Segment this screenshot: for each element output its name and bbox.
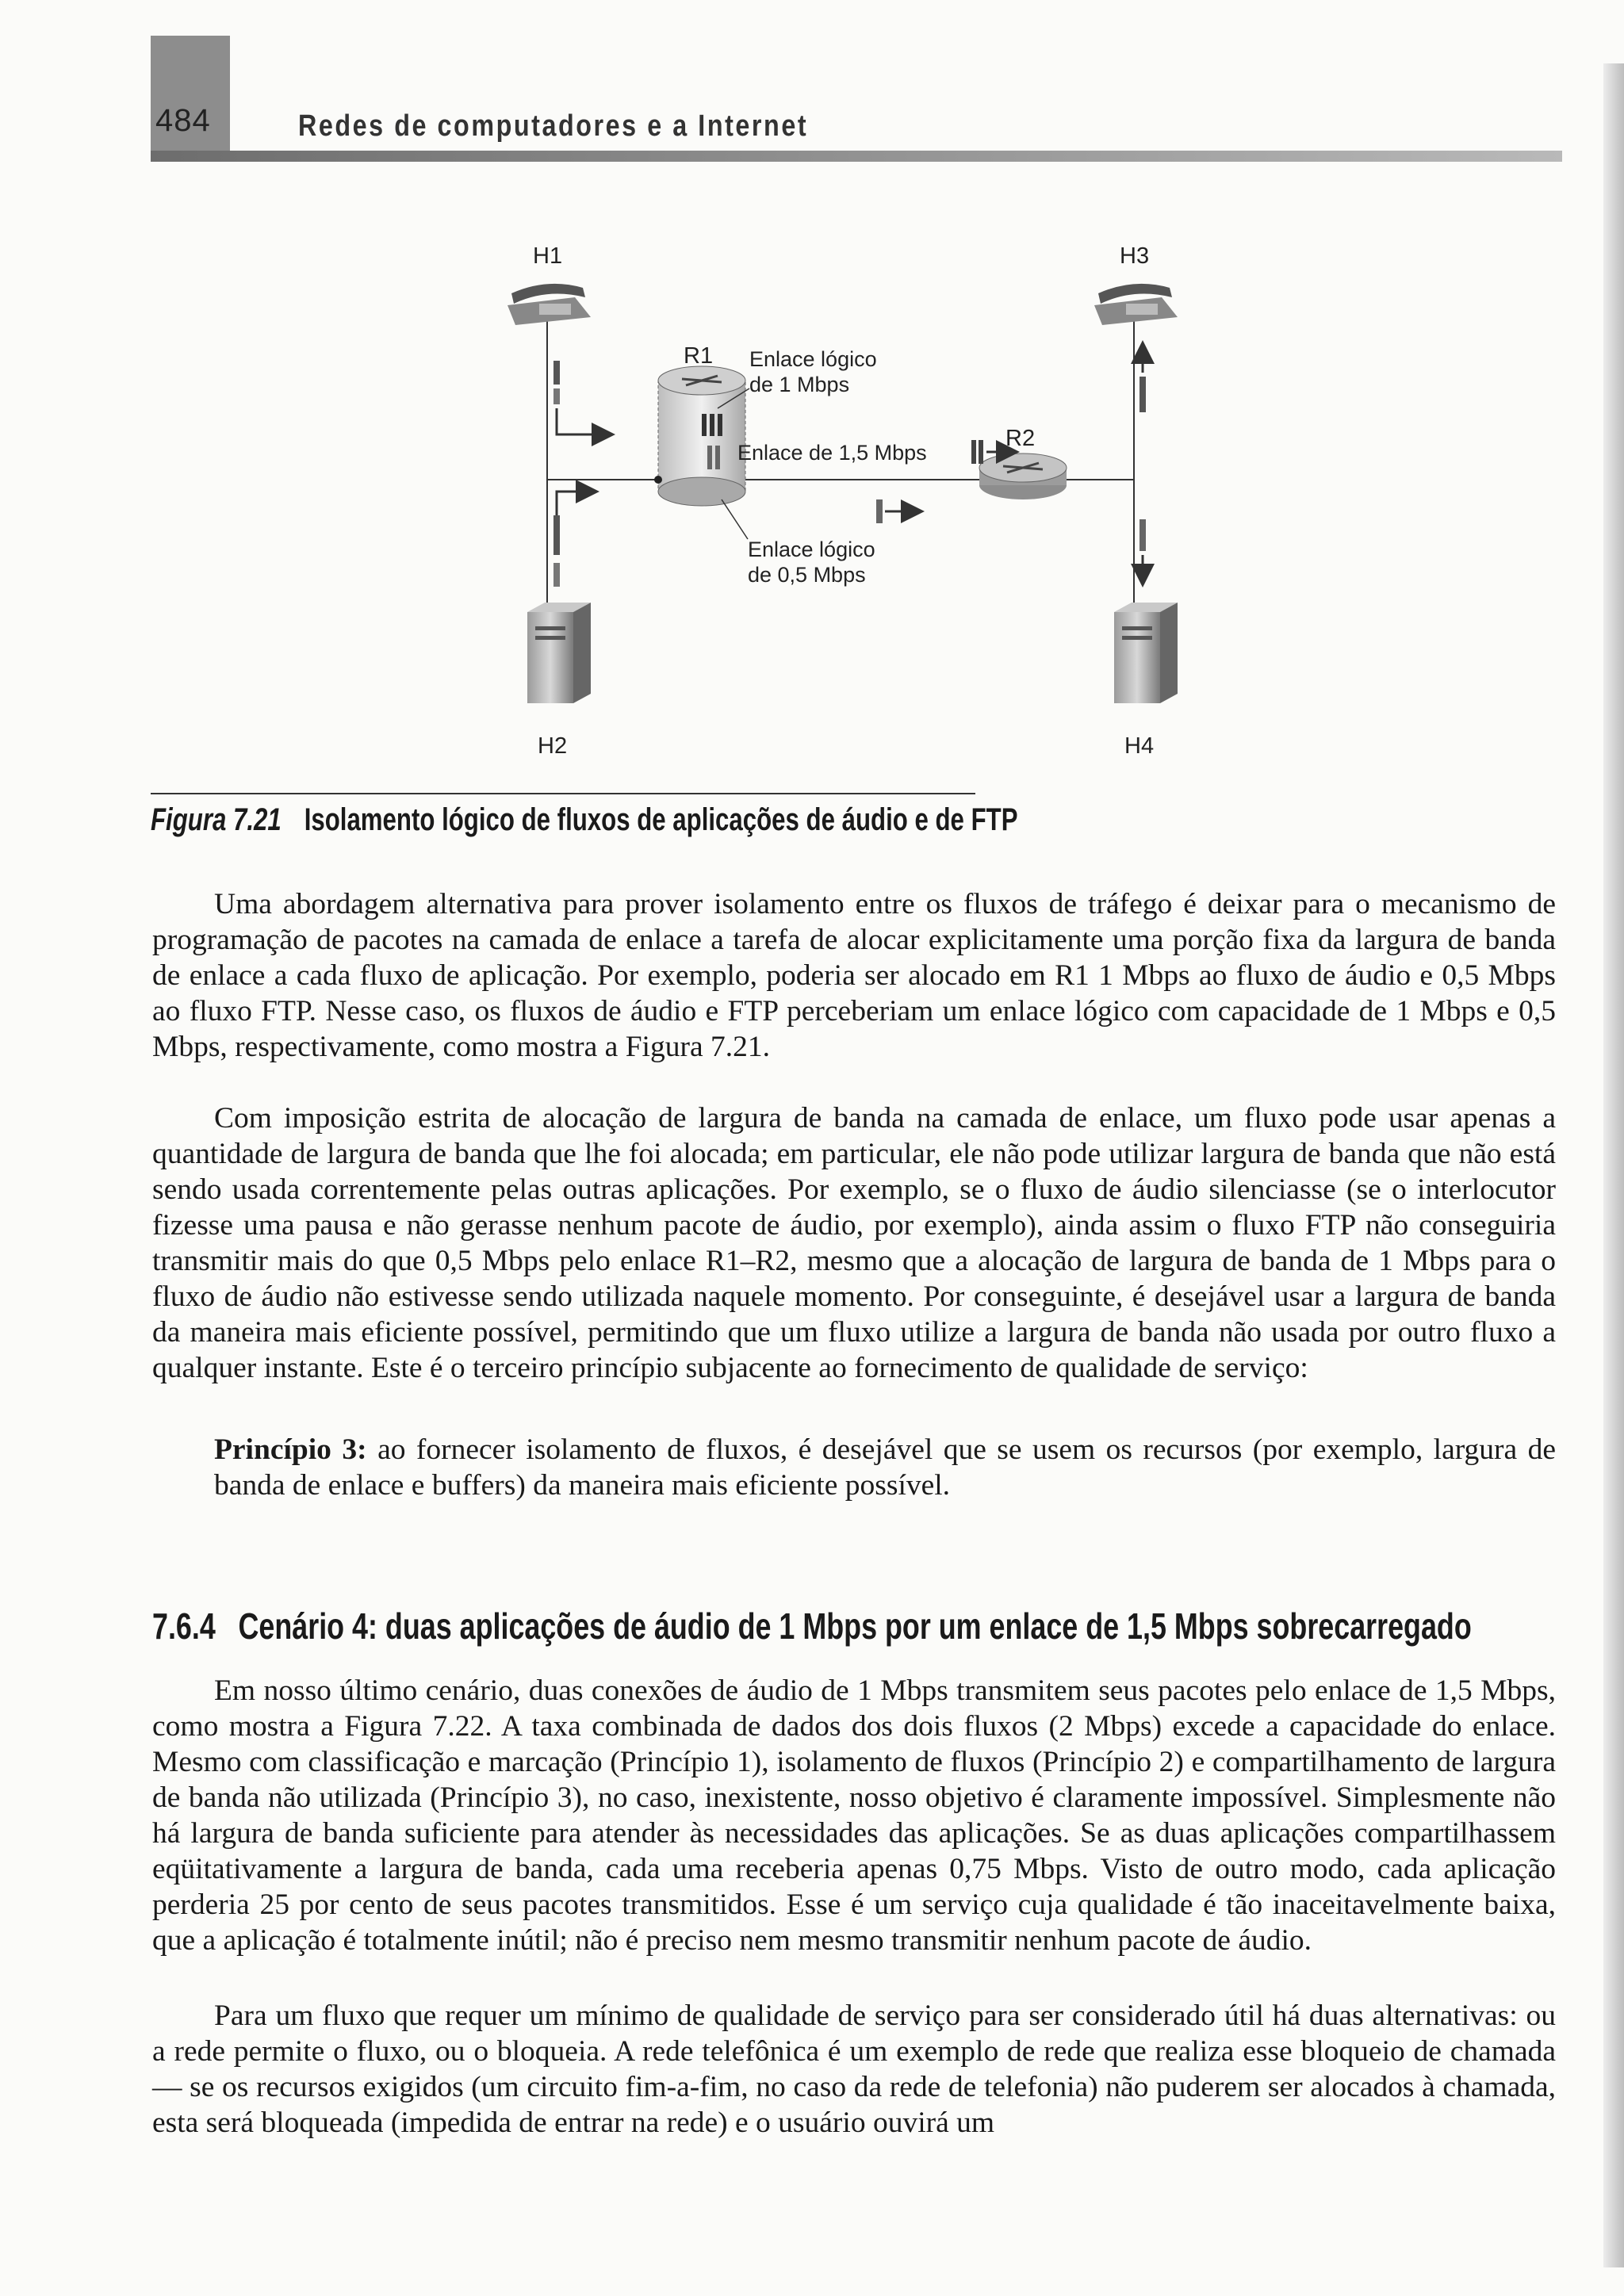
principle-3 — [214, 1432, 1556, 1503]
packet-flow-h4 — [1139, 519, 1146, 551]
paragraph-1: Uma abordagem alternativa para prover isolamento entre os fluxos de tráfego é deixar para o mecanismo de programação de pacotes na camada de enlace a tarefa de alocar explicitamente uma porção fixa da largura de banda de enlace a cada fluxo de aplicação. Por exemplo, poderia ser alocado em R1 1 Mbps ao fluxo de áudio e 0,5 Mbps ao fluxo FTP. Nesse caso, os fluxos de áudio e FTP perceberiam um enlace lógico com capacidade de 1 Mbps e 0,5 Mbps, respectivamente, como mostra a Figura 7.21. — [152, 888, 1556, 1063]
pc-h2-icon — [527, 603, 591, 703]
r2-label: R2 — [1005, 426, 1036, 451]
pc-h4-icon — [1114, 603, 1178, 703]
figure-number: Figura 7.21 — [151, 802, 282, 837]
link-05-label-line1: Enlace lógico — [748, 538, 875, 561]
section-number: 7.6.4 — [152, 1605, 216, 1647]
h4-label: H4 — [1124, 733, 1155, 759]
page-number-tab — [151, 36, 230, 162]
link-05-pointer — [722, 499, 748, 539]
paragraph-2: Com imposição estrita de alocação de largura de banda na camada de enlace, um fluxo pode usar apenas a quantidade de largura de banda que lhe foi alocada; em particular, ele não pode utilizar largura de banda que não está sendo usada correntemente pelas outras aplicações. Por exemplo, se o fluxo de áudio silenciasse (se o interlocutor fizesse uma pausa e não gerasse nenhum pacote de áudio, por exemplo), ainda assim o fluxo FTP não conseguiria transmitir mais do que 0,5 Mbps pelo enlace R1–R2, mesmo que a alocação de largura de banda de 1 Mbps para o fluxo de áudio não estivesse sendo utilizada naquele momento. Por conseguinte, é desejável usar a largura de banda da maneira mais eficiente possível, permitindo que um fluxo utilize a largura de banda não usada por outro fluxo a qualquer instante. Este é o terceiro princípio subjacente ao fornecimento de qualidade de serviço: — [152, 1102, 1556, 1384]
h1-label: H1 — [533, 243, 563, 269]
flow-arrow-h2 — [557, 492, 595, 515]
r1-label: R1 — [684, 343, 714, 369]
h2-label: H2 — [538, 733, 568, 759]
r1-port-dot — [654, 476, 662, 484]
packet-flow-h1 — [553, 361, 560, 404]
network-figure — [476, 230, 1253, 777]
running-title: Redes de computadores e a Internet — [298, 109, 809, 143]
section-title: Cenário 4: duas aplicações de áudio de 1 Mbps por um enlace de 1,5 Mbps sobrecarregado — [238, 1605, 1472, 1647]
phone-h1-icon — [508, 284, 591, 325]
principle-label: Princípio 3: — [214, 1433, 367, 1466]
flow-arrow-h1 — [557, 408, 611, 434]
section-heading — [152, 1605, 1472, 1647]
figure-caption — [151, 802, 1017, 838]
figure-caption-rule — [151, 793, 975, 794]
paragraph-4: Para um fluxo que requer um mínimo de qualidade de serviço para ser considerado útil há duas alternativas: ou a rede permite o fluxo, ou o bloqueia. A rede telefônica é um exemplo de rede que realiza esse bloqueio de chamada — se os recursos exigidos (um circuito fim-a-fim, no caso da rede de telefonia) não puderem ser alocados à chamada, esta será bloqueada (impedida de entrar na rede) e o usuário ouvirá um — [152, 1999, 1556, 2139]
link-15mbps-label: Enlace de 1,5 Mbps — [737, 441, 927, 465]
page-number: 484 — [155, 103, 211, 138]
page-edge-shadow — [1603, 63, 1624, 2267]
packet-flow-h3 — [1139, 377, 1146, 412]
figure-title: Isolamento lógico de fluxos de aplicações de áudio e de FTP — [304, 802, 1018, 837]
phone-h3-icon — [1094, 284, 1178, 325]
router-r2-icon — [979, 453, 1067, 499]
router-r1-icon — [658, 366, 745, 506]
link-1mbps-label-line1: Enlace lógico — [749, 347, 877, 371]
header-rule — [151, 151, 1562, 162]
link-1mbps-label-line2: de 1 Mbps — [749, 373, 850, 396]
link-05-label-line2: de 0,5 Mbps — [748, 563, 866, 587]
h3-label: H3 — [1120, 243, 1150, 269]
packet-flow-ftp — [876, 499, 883, 523]
principle-text: ao fornecer isolamento de fluxos, é desejável que se usem os recursos (por exemplo, largura de banda de enlace e buffers) da maneira mais eficiente possível. — [214, 1433, 1557, 1502]
packet-flow-r2-in — [971, 440, 983, 464]
packet-flow-h2 — [553, 515, 560, 587]
paragraph-3: Em nosso último cenário, duas conexões de áudio de 1 Mbps transmitem seus pacotes pelo enlace de 1,5 Mbps, como mostra a Figura 7.22. A taxa combinada de dados dos dois fluxos (2 Mbps) excede a capacidade do enlace. Mesmo com classificação e marcação (Princípio 1), isolamento de fluxos (Princípio 2) e compartilhamento de largura de banda não utilizada (Princípio 3), no caso, inexistente, nosso objetivo é claramente impossível. Simplesmente não há largura de banda suficiente para atender às necessidades das aplicações. Se as duas aplicações compartilhassem eqüitativamente a largura de banda, cada uma receberia apenas 0,75 Mbps. Visto de outro modo, cada aplicação perderia 25 por cento de seus pacotes transmitidos. Esse é um serviço cuja qualidade é tão inaceitavelmente baixa, que a aplicação é totalmente inútil; não é preciso nem mesmo transmitir nenhum pacote de áudio. — [152, 1674, 1556, 1957]
